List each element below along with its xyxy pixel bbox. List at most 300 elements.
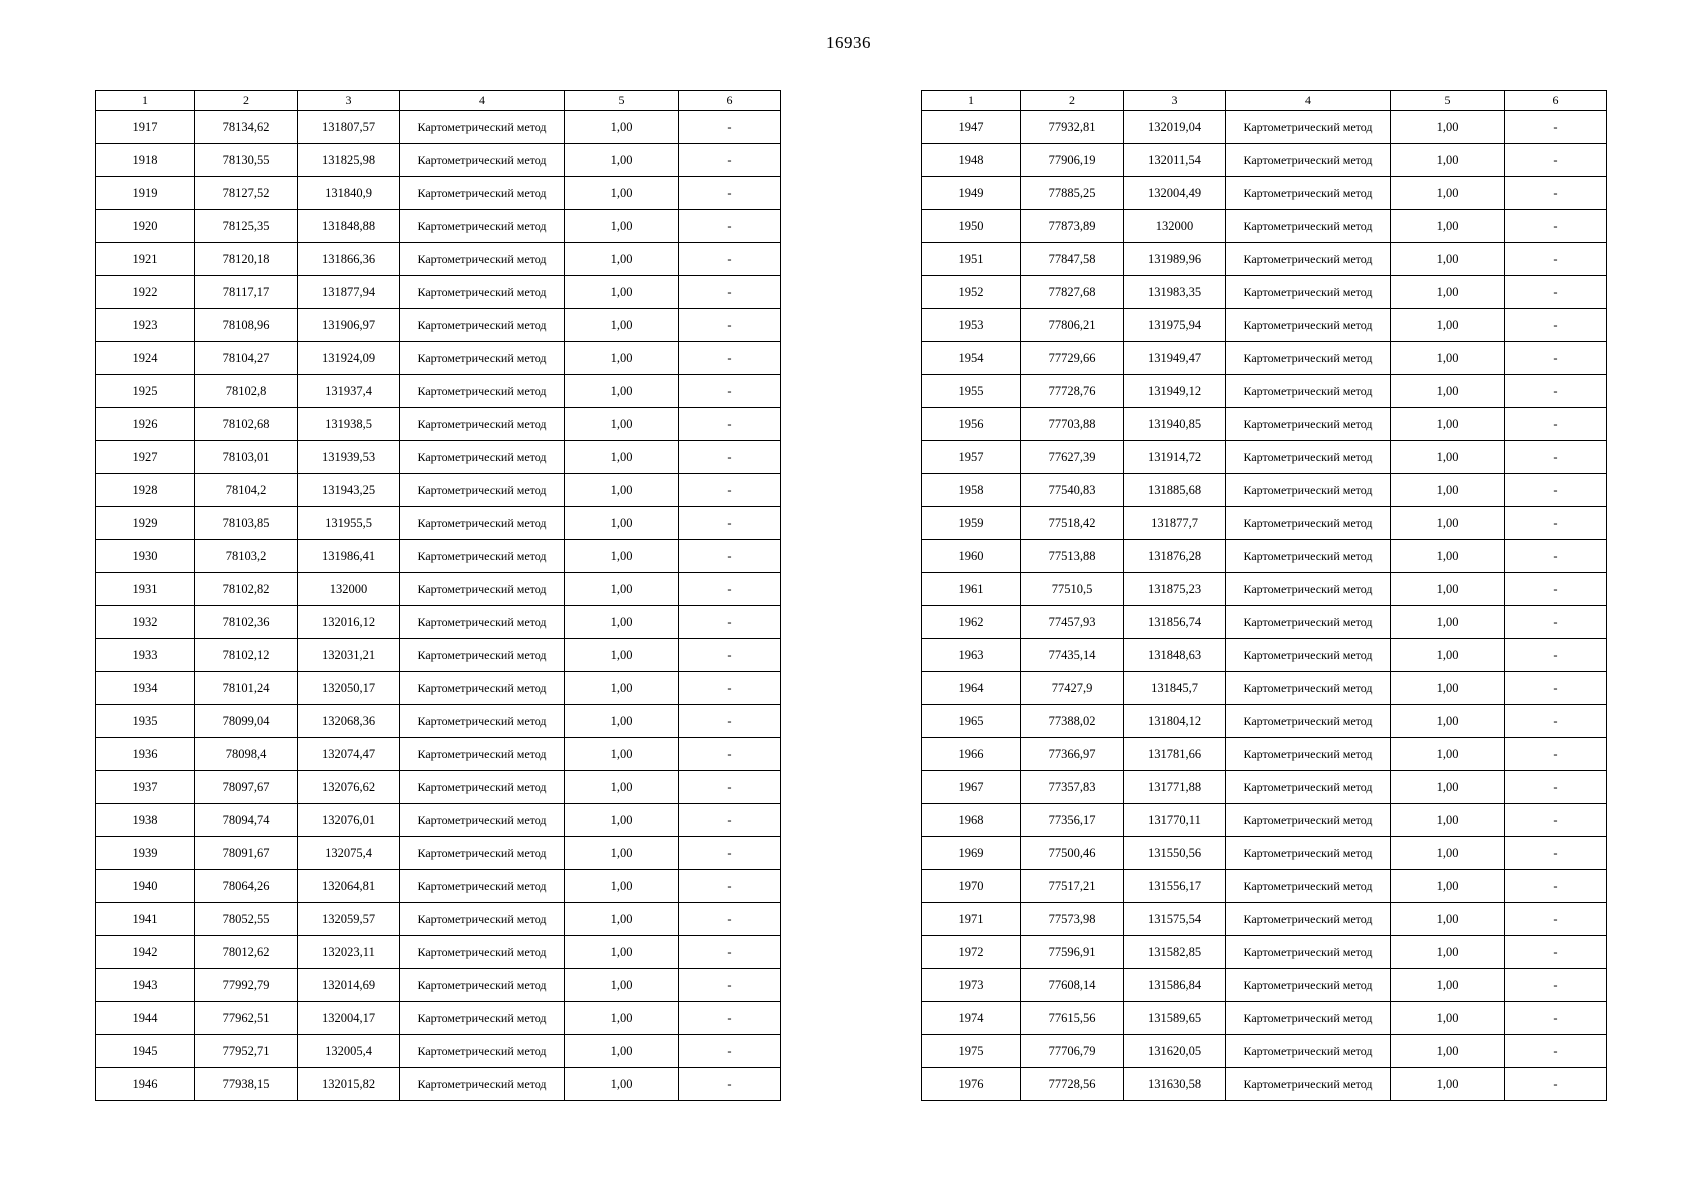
point-number-cell: 1964	[922, 672, 1021, 705]
x-coordinate-cell: 77573,98	[1021, 903, 1124, 936]
accuracy-cell: 1,00	[565, 243, 679, 276]
x-coordinate-cell: 78102,36	[195, 606, 298, 639]
note-cell: -	[1505, 837, 1607, 870]
table-row	[922, 144, 1607, 177]
x-coordinate-cell: 78104,2	[195, 474, 298, 507]
method-cell: Картометрический метод	[400, 243, 565, 276]
method-cell: Картометрический метод	[400, 177, 565, 210]
table-row	[922, 771, 1607, 804]
x-coordinate-cell: 77518,42	[1021, 507, 1124, 540]
page-number: 16936	[826, 33, 871, 52]
method-cell: Картометрический метод	[1226, 606, 1391, 639]
point-number-cell: 1945	[96, 1035, 195, 1068]
x-coordinate-cell: 77906,19	[1021, 144, 1124, 177]
accuracy-cell: 1,00	[1391, 177, 1505, 210]
x-coordinate-cell: 77827,68	[1021, 276, 1124, 309]
y-coordinate-cell: 131983,35	[1124, 276, 1226, 309]
point-number-cell: 1965	[922, 705, 1021, 738]
y-coordinate-cell: 131949,12	[1124, 375, 1226, 408]
table-row	[922, 1068, 1607, 1101]
accuracy-cell: 1,00	[565, 639, 679, 672]
note-cell: -	[679, 870, 781, 903]
table-row	[96, 111, 781, 144]
x-coordinate-cell: 77366,97	[1021, 738, 1124, 771]
x-coordinate-cell: 78064,26	[195, 870, 298, 903]
method-cell: Картометрический метод	[400, 474, 565, 507]
accuracy-cell: 1,00	[1391, 210, 1505, 243]
method-cell: Картометрический метод	[1226, 1035, 1391, 1068]
method-cell: Картометрический метод	[400, 573, 565, 606]
y-coordinate-cell: 131582,85	[1124, 936, 1226, 969]
accuracy-cell: 1,00	[1391, 243, 1505, 276]
table-header-row	[922, 91, 1607, 111]
y-coordinate-cell: 132019,04	[1124, 111, 1226, 144]
y-coordinate-cell: 131876,28	[1124, 540, 1226, 573]
note-cell: -	[679, 375, 781, 408]
note-cell: -	[679, 672, 781, 705]
point-number-cell: 1956	[922, 408, 1021, 441]
y-coordinate-cell: 132015,82	[298, 1068, 400, 1101]
table-row	[922, 1035, 1607, 1068]
note-cell: -	[1505, 771, 1607, 804]
table-row	[96, 1068, 781, 1101]
method-cell: Картометрический метод	[400, 540, 565, 573]
table-row	[96, 177, 781, 210]
table-row	[922, 870, 1607, 903]
x-coordinate-cell: 77510,5	[1021, 573, 1124, 606]
y-coordinate-cell: 131939,53	[298, 441, 400, 474]
point-number-cell: 1960	[922, 540, 1021, 573]
point-number-cell: 1946	[96, 1068, 195, 1101]
y-coordinate-cell: 131848,88	[298, 210, 400, 243]
y-coordinate-cell: 132011,54	[1124, 144, 1226, 177]
point-number-cell: 1926	[96, 408, 195, 441]
accuracy-cell: 1,00	[1391, 837, 1505, 870]
point-number-cell: 1923	[96, 309, 195, 342]
note-cell: -	[1505, 738, 1607, 771]
y-coordinate-cell: 132074,47	[298, 738, 400, 771]
y-coordinate-cell: 131885,68	[1124, 474, 1226, 507]
x-coordinate-cell: 78103,01	[195, 441, 298, 474]
point-number-cell: 1954	[922, 342, 1021, 375]
method-cell: Картометрический метод	[400, 672, 565, 705]
column-header: 2	[195, 91, 298, 111]
table-row	[922, 639, 1607, 672]
method-cell: Картометрический метод	[400, 639, 565, 672]
point-number-cell: 1952	[922, 276, 1021, 309]
method-cell: Картометрический метод	[400, 936, 565, 969]
table-row	[922, 969, 1607, 1002]
x-coordinate-cell: 77615,56	[1021, 1002, 1124, 1035]
method-cell: Картометрический метод	[400, 210, 565, 243]
y-coordinate-cell: 132068,36	[298, 705, 400, 738]
y-coordinate-cell: 131877,7	[1124, 507, 1226, 540]
note-cell: -	[679, 705, 781, 738]
column-header: 3	[1124, 91, 1226, 111]
note-cell: -	[1505, 441, 1607, 474]
y-coordinate-cell: 131914,72	[1124, 441, 1226, 474]
method-cell: Картометрический метод	[1226, 441, 1391, 474]
note-cell: -	[679, 903, 781, 936]
method-cell: Картометрический метод	[400, 342, 565, 375]
table-row	[922, 375, 1607, 408]
x-coordinate-cell: 78102,8	[195, 375, 298, 408]
method-cell: Картометрический метод	[400, 408, 565, 441]
x-coordinate-cell: 77540,83	[1021, 474, 1124, 507]
x-coordinate-cell: 77388,02	[1021, 705, 1124, 738]
x-coordinate-cell: 77932,81	[1021, 111, 1124, 144]
y-coordinate-cell: 131975,94	[1124, 309, 1226, 342]
x-coordinate-cell: 77357,83	[1021, 771, 1124, 804]
y-coordinate-cell: 132076,62	[298, 771, 400, 804]
coordinates-table-left	[95, 90, 781, 1101]
note-cell: -	[1505, 870, 1607, 903]
accuracy-cell: 1,00	[565, 573, 679, 606]
accuracy-cell: 1,00	[1391, 342, 1505, 375]
point-number-cell: 1934	[96, 672, 195, 705]
x-coordinate-cell: 78102,68	[195, 408, 298, 441]
y-coordinate-cell: 131589,65	[1124, 1002, 1226, 1035]
method-cell: Картометрический метод	[1226, 771, 1391, 804]
point-number-cell: 1972	[922, 936, 1021, 969]
method-cell: Картометрический метод	[400, 441, 565, 474]
note-cell: -	[1505, 144, 1607, 177]
y-coordinate-cell: 131804,12	[1124, 705, 1226, 738]
column-header: 4	[1226, 91, 1391, 111]
table-row	[922, 540, 1607, 573]
accuracy-cell: 1,00	[565, 1035, 679, 1068]
note-cell: -	[679, 639, 781, 672]
method-cell: Картометрический метод	[1226, 837, 1391, 870]
method-cell: Картометрический метод	[1226, 705, 1391, 738]
table-row	[922, 705, 1607, 738]
method-cell: Картометрический метод	[400, 507, 565, 540]
note-cell: -	[679, 210, 781, 243]
method-cell: Картометрический метод	[400, 771, 565, 804]
table-row	[922, 309, 1607, 342]
accuracy-cell: 1,00	[565, 111, 679, 144]
y-coordinate-cell: 131940,85	[1124, 408, 1226, 441]
table-row	[96, 441, 781, 474]
point-number-cell: 1963	[922, 639, 1021, 672]
point-number-cell: 1927	[96, 441, 195, 474]
point-number-cell: 1973	[922, 969, 1021, 1002]
x-coordinate-cell: 77885,25	[1021, 177, 1124, 210]
point-number-cell: 1918	[96, 144, 195, 177]
point-number-cell: 1953	[922, 309, 1021, 342]
table-row	[96, 474, 781, 507]
note-cell: -	[1505, 936, 1607, 969]
x-coordinate-cell: 77627,39	[1021, 441, 1124, 474]
method-cell: Картометрический метод	[400, 837, 565, 870]
table-row	[96, 276, 781, 309]
table-row	[922, 672, 1607, 705]
x-coordinate-cell: 77608,14	[1021, 969, 1124, 1002]
y-coordinate-cell: 132064,81	[298, 870, 400, 903]
table-row	[922, 342, 1607, 375]
point-number-cell: 1961	[922, 573, 1021, 606]
accuracy-cell: 1,00	[1391, 639, 1505, 672]
accuracy-cell: 1,00	[565, 1068, 679, 1101]
accuracy-cell: 1,00	[1391, 573, 1505, 606]
method-cell: Картометрический метод	[1226, 309, 1391, 342]
point-number-cell: 1940	[96, 870, 195, 903]
point-number-cell: 1928	[96, 474, 195, 507]
note-cell: -	[1505, 969, 1607, 1002]
method-cell: Картометрический метод	[400, 870, 565, 903]
note-cell: -	[679, 936, 781, 969]
note-cell: -	[1505, 1035, 1607, 1068]
accuracy-cell: 1,00	[565, 408, 679, 441]
method-cell: Картометрический метод	[400, 111, 565, 144]
method-cell: Картометрический метод	[1226, 1002, 1391, 1035]
method-cell: Картометрический метод	[1226, 903, 1391, 936]
method-cell: Картометрический метод	[1226, 144, 1391, 177]
table-row	[96, 672, 781, 705]
accuracy-cell: 1,00	[565, 309, 679, 342]
method-cell: Картометрический метод	[1226, 111, 1391, 144]
method-cell: Картометрический метод	[1226, 573, 1391, 606]
column-header: 2	[1021, 91, 1124, 111]
x-coordinate-cell: 77729,66	[1021, 342, 1124, 375]
table-body	[922, 111, 1607, 1101]
accuracy-cell: 1,00	[1391, 441, 1505, 474]
y-coordinate-cell: 131943,25	[298, 474, 400, 507]
method-cell: Картометрический метод	[1226, 342, 1391, 375]
point-number-cell: 1943	[96, 969, 195, 1002]
accuracy-cell: 1,00	[565, 705, 679, 738]
accuracy-cell: 1,00	[565, 342, 679, 375]
note-cell: -	[1505, 177, 1607, 210]
accuracy-cell: 1,00	[565, 210, 679, 243]
point-number-cell: 1950	[922, 210, 1021, 243]
accuracy-cell: 1,00	[1391, 705, 1505, 738]
x-coordinate-cell: 78117,17	[195, 276, 298, 309]
method-cell: Картометрический метод	[400, 1035, 565, 1068]
point-number-cell: 1919	[96, 177, 195, 210]
column-header: 6	[1505, 91, 1607, 111]
note-cell: -	[679, 276, 781, 309]
accuracy-cell: 1,00	[565, 276, 679, 309]
accuracy-cell: 1,00	[1391, 672, 1505, 705]
table-row	[96, 540, 781, 573]
table-row	[922, 837, 1607, 870]
x-coordinate-cell: 77992,79	[195, 969, 298, 1002]
y-coordinate-cell: 131906,97	[298, 309, 400, 342]
method-cell: Картометрический метод	[1226, 540, 1391, 573]
y-coordinate-cell: 131924,09	[298, 342, 400, 375]
accuracy-cell: 1,00	[565, 870, 679, 903]
y-coordinate-cell: 131877,94	[298, 276, 400, 309]
note-cell: -	[679, 441, 781, 474]
accuracy-cell: 1,00	[1391, 111, 1505, 144]
point-number-cell: 1976	[922, 1068, 1021, 1101]
accuracy-cell: 1,00	[1391, 1068, 1505, 1101]
accuracy-cell: 1,00	[1391, 606, 1505, 639]
x-coordinate-cell: 78127,52	[195, 177, 298, 210]
column-header: 5	[1391, 91, 1505, 111]
table-row	[96, 705, 781, 738]
point-number-cell: 1929	[96, 507, 195, 540]
method-cell: Картометрический метод	[1226, 1068, 1391, 1101]
note-cell: -	[679, 573, 781, 606]
x-coordinate-cell: 77847,58	[1021, 243, 1124, 276]
point-number-cell: 1924	[96, 342, 195, 375]
note-cell: -	[679, 408, 781, 441]
table-row	[922, 573, 1607, 606]
x-coordinate-cell: 78103,2	[195, 540, 298, 573]
table-row	[922, 936, 1607, 969]
point-number-cell: 1941	[96, 903, 195, 936]
x-coordinate-cell: 77513,88	[1021, 540, 1124, 573]
y-coordinate-cell: 131550,56	[1124, 837, 1226, 870]
point-number-cell: 1971	[922, 903, 1021, 936]
accuracy-cell: 1,00	[565, 177, 679, 210]
method-cell: Картометрический метод	[1226, 276, 1391, 309]
accuracy-cell: 1,00	[1391, 738, 1505, 771]
y-coordinate-cell: 131866,36	[298, 243, 400, 276]
x-coordinate-cell: 77962,51	[195, 1002, 298, 1035]
point-number-cell: 1957	[922, 441, 1021, 474]
x-coordinate-cell: 77356,17	[1021, 804, 1124, 837]
point-number-cell: 1975	[922, 1035, 1021, 1068]
note-cell: -	[1505, 111, 1607, 144]
y-coordinate-cell: 132000	[1124, 210, 1226, 243]
x-coordinate-cell: 78091,67	[195, 837, 298, 870]
y-coordinate-cell: 132005,4	[298, 1035, 400, 1068]
note-cell: -	[679, 738, 781, 771]
note-cell: -	[679, 309, 781, 342]
method-cell: Картометрический метод	[400, 1002, 565, 1035]
note-cell: -	[1505, 540, 1607, 573]
note-cell: -	[1505, 210, 1607, 243]
method-cell: Картометрический метод	[1226, 408, 1391, 441]
table-row	[96, 309, 781, 342]
method-cell: Картометрический метод	[400, 903, 565, 936]
table-row	[922, 1002, 1607, 1035]
table-row	[922, 111, 1607, 144]
accuracy-cell: 1,00	[565, 837, 679, 870]
point-number-cell: 1970	[922, 870, 1021, 903]
point-number-cell: 1951	[922, 243, 1021, 276]
point-number-cell: 1936	[96, 738, 195, 771]
x-coordinate-cell: 78102,82	[195, 573, 298, 606]
note-cell: -	[1505, 1068, 1607, 1101]
method-cell: Картометрический метод	[400, 606, 565, 639]
table-row	[922, 441, 1607, 474]
x-coordinate-cell: 77435,14	[1021, 639, 1124, 672]
x-coordinate-cell: 78103,85	[195, 507, 298, 540]
table-row	[96, 804, 781, 837]
method-cell: Картометрический метод	[1226, 969, 1391, 1002]
y-coordinate-cell: 131938,5	[298, 408, 400, 441]
method-cell: Картометрический метод	[400, 276, 565, 309]
x-coordinate-cell: 77873,89	[1021, 210, 1124, 243]
table-row	[96, 210, 781, 243]
x-coordinate-cell: 77938,15	[195, 1068, 298, 1101]
y-coordinate-cell: 131856,74	[1124, 606, 1226, 639]
method-cell: Картометрический метод	[400, 705, 565, 738]
method-cell: Картометрический метод	[1226, 804, 1391, 837]
accuracy-cell: 1,00	[1391, 903, 1505, 936]
note-cell: -	[1505, 474, 1607, 507]
note-cell: -	[679, 1002, 781, 1035]
x-coordinate-cell: 77457,93	[1021, 606, 1124, 639]
note-cell: -	[1505, 903, 1607, 936]
point-number-cell: 1974	[922, 1002, 1021, 1035]
note-cell: -	[679, 837, 781, 870]
accuracy-cell: 1,00	[565, 375, 679, 408]
note-cell: -	[679, 804, 781, 837]
note-cell: -	[1505, 1002, 1607, 1035]
x-coordinate-cell: 78130,55	[195, 144, 298, 177]
point-number-cell: 1925	[96, 375, 195, 408]
point-number-cell: 1937	[96, 771, 195, 804]
note-cell: -	[1505, 606, 1607, 639]
point-number-cell: 1966	[922, 738, 1021, 771]
note-cell: -	[679, 177, 781, 210]
note-cell: -	[679, 540, 781, 573]
y-coordinate-cell: 131840,9	[298, 177, 400, 210]
x-coordinate-cell: 77596,91	[1021, 936, 1124, 969]
table-row	[922, 507, 1607, 540]
method-cell: Картометрический метод	[1226, 375, 1391, 408]
x-coordinate-cell: 77728,56	[1021, 1068, 1124, 1101]
accuracy-cell: 1,00	[565, 144, 679, 177]
method-cell: Картометрический метод	[1226, 210, 1391, 243]
table-body	[96, 111, 781, 1101]
point-number-cell: 1935	[96, 705, 195, 738]
y-coordinate-cell: 131807,57	[298, 111, 400, 144]
method-cell: Картометрический метод	[1226, 936, 1391, 969]
point-number-cell: 1969	[922, 837, 1021, 870]
y-coordinate-cell: 131949,47	[1124, 342, 1226, 375]
table-row	[96, 408, 781, 441]
point-number-cell: 1933	[96, 639, 195, 672]
note-cell: -	[679, 474, 781, 507]
table-row	[922, 243, 1607, 276]
x-coordinate-cell: 77517,21	[1021, 870, 1124, 903]
column-header: 1	[922, 91, 1021, 111]
note-cell: -	[1505, 507, 1607, 540]
point-number-cell: 1947	[922, 111, 1021, 144]
accuracy-cell: 1,00	[565, 903, 679, 936]
y-coordinate-cell: 131955,5	[298, 507, 400, 540]
table-row	[96, 375, 781, 408]
method-cell: Картометрический метод	[1226, 738, 1391, 771]
x-coordinate-cell: 77952,71	[195, 1035, 298, 1068]
method-cell: Картометрический метод	[400, 375, 565, 408]
note-cell: -	[1505, 276, 1607, 309]
point-number-cell: 1949	[922, 177, 1021, 210]
x-coordinate-cell: 78099,04	[195, 705, 298, 738]
y-coordinate-cell: 131586,84	[1124, 969, 1226, 1002]
y-coordinate-cell: 131770,11	[1124, 804, 1226, 837]
method-cell: Картометрический метод	[1226, 870, 1391, 903]
accuracy-cell: 1,00	[1391, 771, 1505, 804]
table-row	[96, 144, 781, 177]
point-number-cell: 1942	[96, 936, 195, 969]
accuracy-cell: 1,00	[565, 738, 679, 771]
y-coordinate-cell: 131556,17	[1124, 870, 1226, 903]
accuracy-cell: 1,00	[565, 672, 679, 705]
note-cell: -	[679, 342, 781, 375]
table-row	[922, 903, 1607, 936]
y-coordinate-cell: 131845,7	[1124, 672, 1226, 705]
note-cell: -	[1505, 408, 1607, 441]
x-coordinate-cell: 78098,4	[195, 738, 298, 771]
note-cell: -	[1505, 573, 1607, 606]
